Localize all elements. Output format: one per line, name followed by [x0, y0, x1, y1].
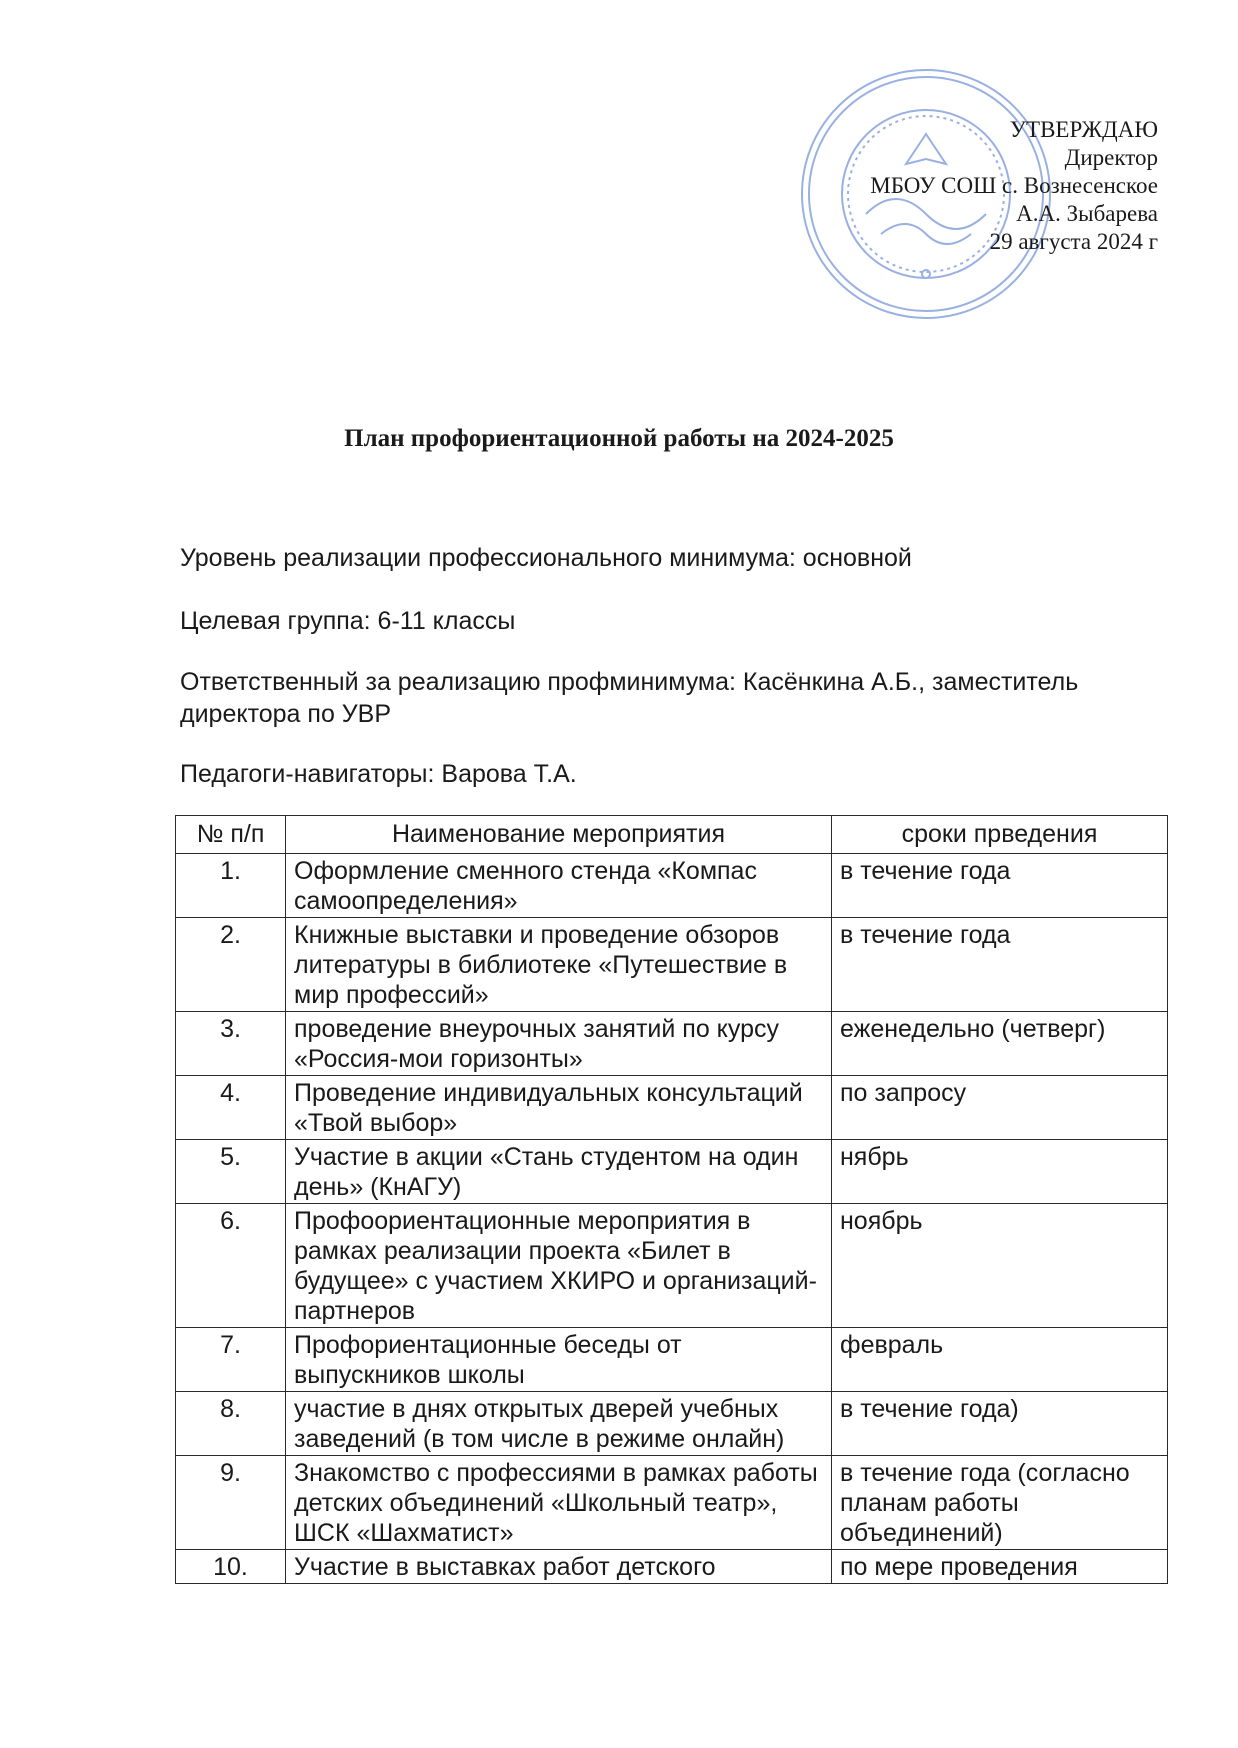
- row-number: 6.: [176, 1204, 286, 1328]
- approval-heading: УТВЕРЖДАЮ: [1009, 117, 1158, 142]
- event-name: Участие в выставках работ детского: [286, 1550, 832, 1584]
- event-name: Проведение индивидуальных консультаций «Твой выбор»: [286, 1076, 832, 1140]
- approval-organization: МБОУ СОШ с. Вознесенское: [870, 173, 1158, 198]
- event-term: в течение года): [832, 1392, 1168, 1456]
- row-number: 9.: [176, 1456, 286, 1550]
- row-number: 2.: [176, 918, 286, 1012]
- approval-director-name: А.А. Зыбарева: [1016, 201, 1158, 226]
- row-number: 10.: [176, 1550, 286, 1584]
- implementation-level: Уровень реализации профессионального минимума: основной: [180, 544, 912, 572]
- event-name: Знакомство с профессиями в рамках работы детских объединений «Школьный театр», ШСК «Шахматист»: [286, 1456, 832, 1550]
- approval-date: 29 августа 2024 г: [989, 229, 1158, 254]
- row-number: 1.: [176, 854, 286, 918]
- table-row: [176, 1392, 1168, 1456]
- event-name: участие в днях открытых дверей учебных заведений (в том числе в режиме онлайн): [286, 1392, 832, 1456]
- table-row: [176, 1076, 1168, 1140]
- approval-position: Директор: [1064, 145, 1158, 170]
- event-name: проведение внеурочных занятий по курсу «Россия-мои горизонты»: [286, 1012, 832, 1076]
- header-event-name: Наименование мероприятия: [286, 816, 832, 854]
- row-number: 7.: [176, 1328, 286, 1392]
- row-number: 5.: [176, 1140, 286, 1204]
- navigators: Педагоги-навигаторы: Варова Т.А.: [180, 760, 577, 788]
- table-row: [176, 1204, 1168, 1328]
- table-header-row: [176, 816, 1168, 854]
- event-name: Профоориентационные мероприятия в рамках реализации проекта «Билет в будущее» с участием ХКИРО и организаций-партнеров: [286, 1204, 832, 1328]
- table-row: [176, 1550, 1168, 1584]
- event-term: по мере проведения: [832, 1550, 1168, 1584]
- event-term: ноябрь: [832, 1204, 1168, 1328]
- event-term: в течение года: [832, 918, 1168, 1012]
- document-title: План профориентационной работы на 2024-2025: [344, 425, 894, 452]
- table-row: [176, 1328, 1168, 1392]
- table-row: [176, 918, 1168, 1012]
- table-row: [176, 1140, 1168, 1204]
- row-number: 8.: [176, 1392, 286, 1456]
- event-name: Профориентационные беседы от выпускников школы: [286, 1328, 832, 1392]
- target-group: Целевая группа: 6-11 классы: [180, 607, 516, 635]
- event-term: еженедельно (четверг): [832, 1012, 1168, 1076]
- row-number: 4.: [176, 1076, 286, 1140]
- event-term: нябрь: [832, 1140, 1168, 1204]
- event-term: в течение года (согласно планам работы объединений): [832, 1456, 1168, 1550]
- responsible-person: Ответственный за реализацию профминимума: Касёнкина А.Б., заместитель директора по УВР: [180, 668, 1079, 728]
- table-row: [176, 1012, 1168, 1076]
- event-term: по запросу: [832, 1076, 1168, 1140]
- event-term: февраль: [832, 1328, 1168, 1392]
- event-name: Оформление сменного стенда «Компас самоопределения»: [286, 854, 832, 918]
- header-term: сроки прведения: [832, 816, 1168, 854]
- event-term: в течение года: [832, 854, 1168, 918]
- table-row: [176, 1456, 1168, 1550]
- event-name: Участие в акции «Стань студентом на один день» (КнАГУ): [286, 1140, 832, 1204]
- table-row: [176, 854, 1168, 918]
- event-name: Книжные выставки и проведение обзоров литературы в библиотеке «Путешествие в мир профессий»: [286, 918, 832, 1012]
- approval-block: [738, 116, 1158, 256]
- header-number: № п/п: [176, 816, 286, 854]
- row-number: 3.: [176, 1012, 286, 1076]
- events-table: [175, 815, 1168, 1584]
